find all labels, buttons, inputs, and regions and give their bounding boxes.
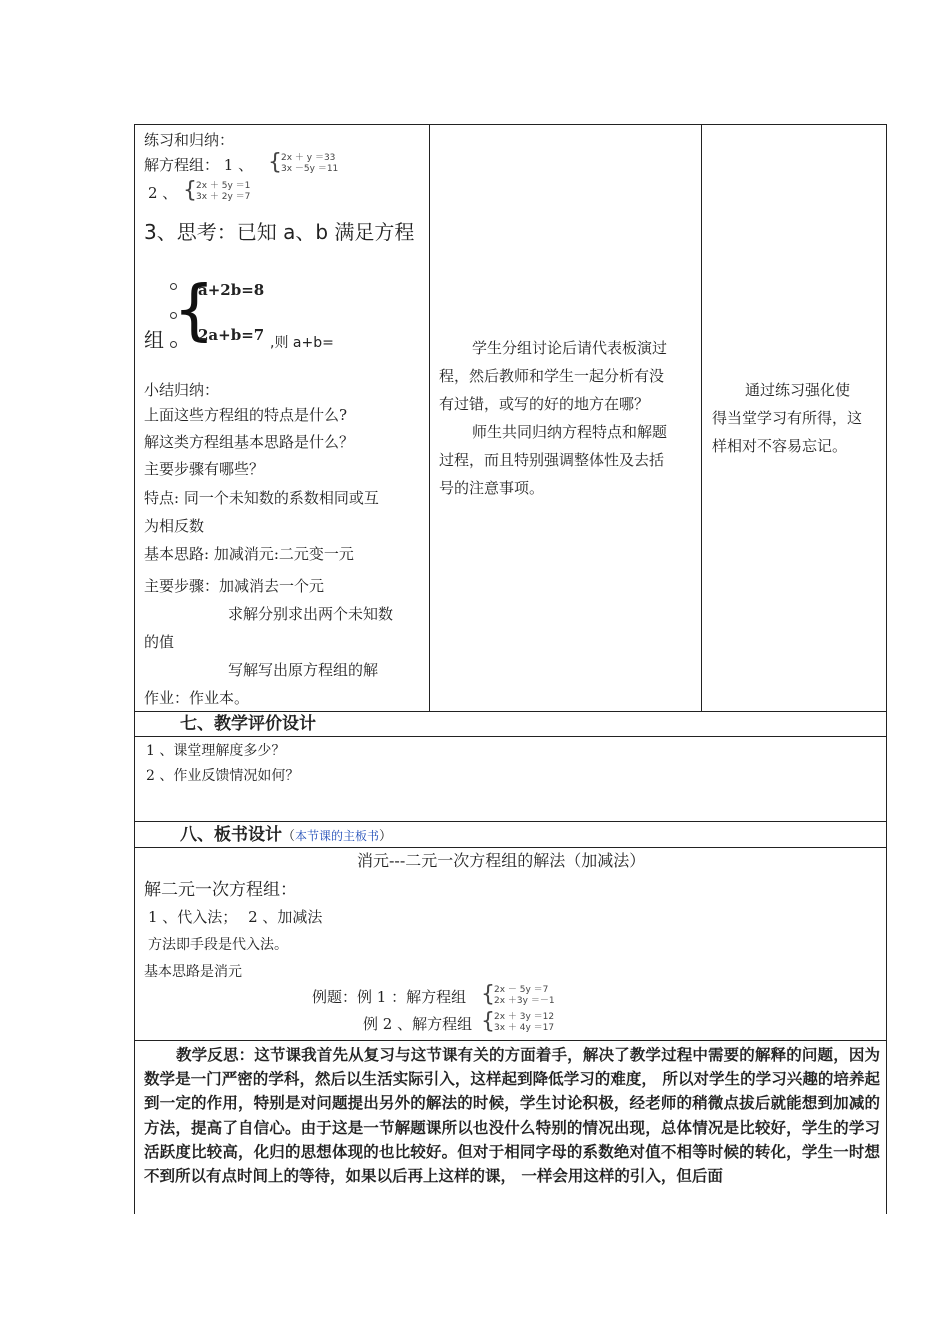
eval-item-2: 2 、作业反馈情况如何？: [146, 768, 300, 784]
intent-line-1: 通过练习强化使: [745, 381, 851, 399]
example-1-equation-b: 2x ＋3y ＝－1: [494, 996, 555, 1006]
group-label: 组: [144, 328, 164, 352]
exercise-2-label: 2 、: [148, 184, 178, 202]
board-note: 本节课的主板书: [295, 829, 380, 843]
then-expression: ,则 a+b=: [270, 335, 334, 351]
row-divider-board-top: [134, 821, 887, 822]
board-section-title: 八、板书设计: [180, 825, 282, 845]
activity-line-2: 程，然后教师和学生一起分析有没: [439, 367, 665, 385]
intent-line-3: 样相对不容易忘记。: [712, 437, 848, 455]
question-2: 解这类方程组基本思路是什么？: [144, 433, 355, 451]
elimination-method: 2 、加减法: [248, 908, 323, 926]
brace-icon: {: [268, 150, 282, 175]
eval-item-1: 1 、课堂理解度多少？: [146, 743, 286, 759]
board-line-3: 方法即手段是代入法。: [148, 937, 288, 953]
step-1: 主要步骤：加减消去一个元: [144, 577, 325, 595]
exercise-1-label: 解方程组： 1 、: [144, 156, 254, 174]
brace-icon: {: [481, 1009, 495, 1034]
feature-line-1: 特点: 同一个未知数的系数相同或互: [144, 489, 379, 507]
board-note-close: ）: [379, 829, 393, 844]
reflection-text: 教学反思：这节课我首先从复习与这节课有关的方面着手，解决了教学过程中需要的解释的问题，因为数学是一门严密的学科，然后以生活实际引入，这样起到降低学习的难度， 所以对学生的学习兴趣的培养起到一定的作用，特别是对问题提出另外的解法的时候，学生讨论积极，经老师的稍微点拔后就能想到加减的方法，提高了自信心。由于这是一节解题课所以也没什么特别的情况出现，总体情况是比较好，学生的学习活跃度比较高，化归的思想体现的也比较好。但对于相同字母的系数绝对值不相等时候的转化，学生一时想不到所以有点时间上的等待，如果以后再上这样的课， 一样会用这样的引入，但后面: [144, 1045, 880, 1186]
example-1-label: 例题：例 1 ：解方程组: [312, 988, 467, 1006]
row-divider-reflection-top: [134, 1040, 887, 1041]
row-divider-board-title: [134, 847, 887, 848]
substitution-method: 1 、代入法；: [148, 908, 238, 926]
board-line-1: 解二元一次方程组：: [144, 880, 297, 900]
board-heading: 消元---二元一次方程组的解法（加减法）: [357, 851, 646, 870]
practice-heading: 练习和归纳：: [144, 131, 235, 149]
activity-line-6: 号的注意事项。: [439, 479, 545, 497]
example-2-equation-a: 2x ＋ 3y ＝12: [494, 1012, 555, 1022]
step-3: 的值: [144, 633, 175, 651]
brace-icon: {: [173, 271, 215, 348]
activity-line-5: 过程，而且特别强调整体性及去括: [439, 451, 665, 469]
row-divider-eval-top: [134, 711, 887, 712]
board-section-title-row: [180, 825, 392, 847]
homework: 作业：作业本。: [144, 689, 250, 707]
board-line-4: 基本思路是消元: [144, 964, 242, 980]
basic-idea: 基本思路: 加减消元:二元变一元: [144, 545, 354, 563]
equation-2a: 2x ＋ 5y ＝1: [196, 181, 251, 191]
think-question: 3、思考：已知 a、b 满足方程: [144, 220, 415, 244]
step-4: 写解写出原方程组的解: [228, 661, 379, 679]
activity-line-4: 师生共同归纳方程特点和解题: [472, 423, 668, 441]
step-2: 求解分别求出两个未知数: [228, 605, 394, 623]
column-divider-1: [429, 124, 430, 712]
question-1: 上面这些方程组的特点是什么?: [144, 406, 348, 424]
example-2-label: 例 2 、解方程组: [363, 1015, 473, 1033]
summary-heading: 小结归纳：: [144, 381, 220, 399]
eval-section-title: 七、教学评价设计: [180, 714, 316, 734]
brace-icon: {: [183, 178, 197, 203]
table-border-right: [886, 124, 887, 1214]
board-line-2: [148, 907, 322, 927]
example-2-equation-b: 3x ＋ 4y ＝17: [494, 1023, 555, 1033]
system-equation-b: 2a+b=7: [198, 326, 265, 344]
feature-line-2: 为相反数: [144, 517, 205, 535]
brace-icon: {: [481, 982, 495, 1007]
question-3: 主要步骤有哪些？: [144, 460, 265, 478]
board-note-open: （: [282, 829, 296, 844]
example-1-equation-a: 2x － 5y ＝7: [494, 985, 549, 995]
column-divider-2: [701, 124, 702, 712]
table-border-top: [134, 124, 887, 125]
activity-line-3: 有过错，或写的好的地方在哪？: [439, 395, 650, 413]
table-border-left: [134, 124, 135, 1214]
equation-2b: 3x ＋ 2y ＝7: [196, 192, 251, 202]
equation-1b: 3x －5y ＝11: [281, 164, 339, 174]
equation-1a: 2x ＋ y ＝33: [281, 153, 336, 163]
row-divider-eval-title: [134, 736, 887, 737]
system-equation-a: a+2b=8: [198, 281, 265, 299]
activity-line-1: 学生分组讨论后请代表板演过: [472, 339, 668, 357]
intent-line-2: 得当堂学习有所得，这: [712, 409, 863, 427]
